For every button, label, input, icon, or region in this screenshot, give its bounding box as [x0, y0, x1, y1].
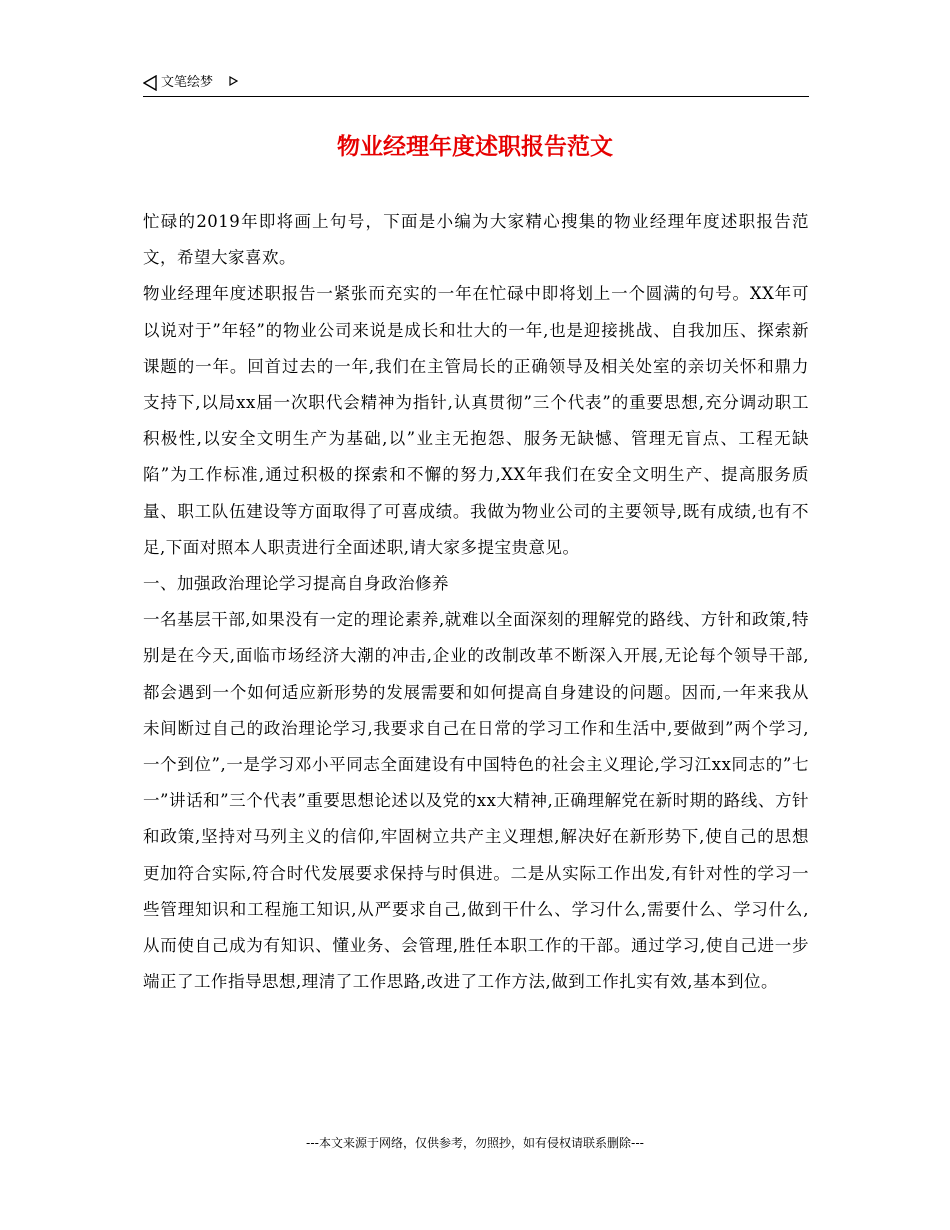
document-title: 物业经理年度述职报告范文 — [337, 134, 613, 160]
section-paragraph: 一名基层干部,如果没有一定的理论素养,就难以全面深刻的理解党的路线、方针和政策,特别是在今天,面临市场经济大潮的冲击,企业的改制改革不断深入开展,无论每个领导干部,都会遇到一个如何适应新形势的发展需要和如何提高自身建设的问题。因而,一年来我从未间断过自己的政治理论学习,我要求自己在日常的学习工作和生活中,要做到”两个学习,一个到位”,一是学习邓小平同志全面建设有中国特色的社会主义理论,学习江xx同志的”七一”讲话和”三个代表”重要思想论述以及党的xx大精神,正确理解党在新时期的路线、方针和政策,坚持对马列主义的信仰,牢固树立共产主义理想,解决好在新形势下,使自己的思想更加符合实际,符合时代发展要求保持与时俱进。二是从实际工作出发,有针对性的学习一些管理知识和工程施工知识,从严要求自己,做到干什么、学习什么,需要什么、学习什么,从而使自己成为有知识、懂业务、会管理,胜任本职工作的干部。通过学习,使自己进一步端正了工作指导思想,理清了工作思路,改进了工作方法,做到工作扎实有效,基本到位。 — [143, 610, 809, 992]
document-body — [143, 204, 809, 1000]
triangle-left-icon — [143, 75, 157, 91]
page-header — [143, 72, 809, 97]
intro-paragraph: 忙碌的2019年即将画上句号，下面是小编为大家精心搜集的物业经理年度述职报告范文，希望大家喜欢。 — [143, 212, 809, 268]
summary-paragraph: 物业经理年度述职报告一紧张而充实的一年在忙碌中即将划上一个圆满的句号。XX年可以说对于”年轻”的物业公司来说是成长和壮大的一年,也是迎接挑战、自我加压、探索新课题的一年。回首过去的一年,我们在主管局长的正确领导及相关处室的亲切关怀和鼎力支持下,以局xx届一次职代会精神为指针,认真贯彻”三个代表”的重要思想,充分调动职工积极性,以安全文明生产为基础,以”业主无抱怨、服务无缺憾、管理无盲点、工程无缺陷”为工作标准,通过积极的探索和不懈的努力,XX年我们在安全文明生产、提高服务质量、职工队伍建设等方面取得了可喜成绩。我做为物业公司的主要领导,既有成绩,也有不足,下面对照本人职责进行全面述职,请大家多提宝贵意见。 — [143, 284, 809, 557]
footer-notice: ---本文来源于网络，仅供参考，勿照抄，如有侵权请联系删除--- — [306, 1136, 644, 1150]
brand-label: 文笔绘梦 — [161, 75, 214, 90]
section-heading: 一、加强政治理论学习提高自身政治修养 — [143, 574, 449, 594]
triangle-right-icon — [229, 76, 238, 86]
